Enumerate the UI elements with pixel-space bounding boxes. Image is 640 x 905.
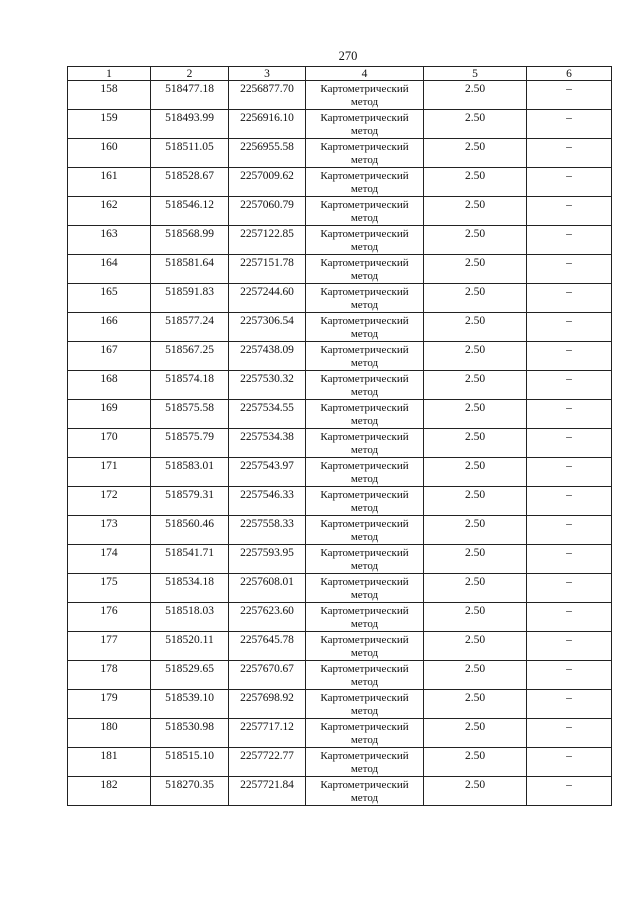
header-cell-6: 6: [527, 67, 612, 81]
point-number-cell: 163: [68, 226, 151, 255]
point-number-cell: 178: [68, 661, 151, 690]
table-row: [68, 371, 612, 400]
x-coordinate-cell: 518515.10: [151, 748, 229, 777]
accuracy-cell: 2.50: [424, 545, 527, 574]
note-cell: –: [527, 719, 612, 748]
note-cell: –: [527, 603, 612, 632]
x-coordinate-cell: 518581.64: [151, 255, 229, 284]
x-coordinate-cell: 518560.46: [151, 516, 229, 545]
y-coordinate-cell: 2257438.09: [229, 342, 306, 371]
accuracy-cell: 2.50: [424, 284, 527, 313]
accuracy-cell: 2.50: [424, 777, 527, 806]
note-cell: –: [527, 690, 612, 719]
table-row: [68, 81, 612, 110]
point-number-cell: 165: [68, 284, 151, 313]
x-coordinate-cell: 518493.99: [151, 110, 229, 139]
method-cell: Картометрический метод: [306, 255, 424, 284]
note-cell: –: [527, 661, 612, 690]
x-coordinate-cell: 518567.25: [151, 342, 229, 371]
method-cell: Картометрический метод: [306, 139, 424, 168]
note-cell: –: [527, 777, 612, 806]
y-coordinate-cell: 2257717.12: [229, 719, 306, 748]
table-row: [68, 574, 612, 603]
note-cell: –: [527, 197, 612, 226]
x-coordinate-cell: 518518.03: [151, 603, 229, 632]
accuracy-cell: 2.50: [424, 487, 527, 516]
note-cell: –: [527, 81, 612, 110]
point-number-cell: 168: [68, 371, 151, 400]
table-row: [68, 342, 612, 371]
method-cell: Картометрический метод: [306, 342, 424, 371]
y-coordinate-cell: 2257534.55: [229, 400, 306, 429]
table-row: [68, 748, 612, 777]
note-cell: –: [527, 110, 612, 139]
method-cell: Картометрический метод: [306, 81, 424, 110]
x-coordinate-cell: 518541.71: [151, 545, 229, 574]
point-number-cell: 179: [68, 690, 151, 719]
point-number-cell: 159: [68, 110, 151, 139]
method-cell: Картометрический метод: [306, 603, 424, 632]
method-cell: Картометрический метод: [306, 748, 424, 777]
y-coordinate-cell: 2257608.01: [229, 574, 306, 603]
point-number-cell: 174: [68, 545, 151, 574]
note-cell: –: [527, 429, 612, 458]
x-coordinate-cell: 518539.10: [151, 690, 229, 719]
note-cell: –: [527, 342, 612, 371]
accuracy-cell: 2.50: [424, 168, 527, 197]
note-cell: –: [527, 487, 612, 516]
method-cell: Картометрический метод: [306, 458, 424, 487]
point-number-cell: 180: [68, 719, 151, 748]
x-coordinate-cell: 518546.12: [151, 197, 229, 226]
note-cell: –: [527, 255, 612, 284]
method-cell: Картометрический метод: [306, 226, 424, 255]
accuracy-cell: 2.50: [424, 603, 527, 632]
note-cell: –: [527, 284, 612, 313]
method-cell: Картометрический метод: [306, 168, 424, 197]
point-number-cell: 162: [68, 197, 151, 226]
table-row: [68, 777, 612, 806]
y-coordinate-cell: 2257306.54: [229, 313, 306, 342]
point-number-cell: 175: [68, 574, 151, 603]
accuracy-cell: 2.50: [424, 313, 527, 342]
y-coordinate-cell: 2257623.60: [229, 603, 306, 632]
accuracy-cell: 2.50: [424, 632, 527, 661]
x-coordinate-cell: 518270.35: [151, 777, 229, 806]
y-coordinate-cell: 2257543.97: [229, 458, 306, 487]
point-number-cell: 182: [68, 777, 151, 806]
point-number-cell: 181: [68, 748, 151, 777]
table-row: [68, 110, 612, 139]
table-row: [68, 255, 612, 284]
x-coordinate-cell: 518520.11: [151, 632, 229, 661]
method-cell: Картометрический метод: [306, 777, 424, 806]
x-coordinate-cell: 518529.65: [151, 661, 229, 690]
table-row: [68, 139, 612, 168]
note-cell: –: [527, 371, 612, 400]
method-cell: Картометрический метод: [306, 632, 424, 661]
header-cell-1: 1: [68, 67, 151, 81]
point-number-cell: 171: [68, 458, 151, 487]
method-cell: Картометрический метод: [306, 690, 424, 719]
header-cell-5: 5: [424, 67, 527, 81]
coordinates-table: [67, 66, 612, 806]
y-coordinate-cell: 2257009.62: [229, 168, 306, 197]
method-cell: Картометрический метод: [306, 284, 424, 313]
accuracy-cell: 2.50: [424, 516, 527, 545]
x-coordinate-cell: 518591.83: [151, 284, 229, 313]
y-coordinate-cell: 2257722.77: [229, 748, 306, 777]
method-cell: Картометрический метод: [306, 313, 424, 342]
method-cell: Картометрический метод: [306, 516, 424, 545]
accuracy-cell: 2.50: [424, 371, 527, 400]
accuracy-cell: 2.50: [424, 458, 527, 487]
point-number-cell: 160: [68, 139, 151, 168]
accuracy-cell: 2.50: [424, 748, 527, 777]
note-cell: –: [527, 313, 612, 342]
table-row: [68, 545, 612, 574]
method-cell: Картометрический метод: [306, 197, 424, 226]
table-row: [68, 487, 612, 516]
table-row: [68, 226, 612, 255]
y-coordinate-cell: 2257534.38: [229, 429, 306, 458]
point-number-cell: 172: [68, 487, 151, 516]
x-coordinate-cell: 518511.05: [151, 139, 229, 168]
y-coordinate-cell: 2257546.33: [229, 487, 306, 516]
table-row: [68, 284, 612, 313]
header-cell-4: 4: [306, 67, 424, 81]
accuracy-cell: 2.50: [424, 226, 527, 255]
point-number-cell: 176: [68, 603, 151, 632]
y-coordinate-cell: 2257698.92: [229, 690, 306, 719]
point-number-cell: 170: [68, 429, 151, 458]
accuracy-cell: 2.50: [424, 661, 527, 690]
accuracy-cell: 2.50: [424, 139, 527, 168]
note-cell: –: [527, 400, 612, 429]
y-coordinate-cell: 2257151.78: [229, 255, 306, 284]
method-cell: Картометрический метод: [306, 719, 424, 748]
x-coordinate-cell: 518574.18: [151, 371, 229, 400]
y-coordinate-cell: 2257122.85: [229, 226, 306, 255]
point-number-cell: 173: [68, 516, 151, 545]
y-coordinate-cell: 2256955.58: [229, 139, 306, 168]
point-number-cell: 167: [68, 342, 151, 371]
note-cell: –: [527, 458, 612, 487]
y-coordinate-cell: 2257558.33: [229, 516, 306, 545]
note-cell: –: [527, 516, 612, 545]
y-coordinate-cell: 2256877.70: [229, 81, 306, 110]
y-coordinate-cell: 2257593.95: [229, 545, 306, 574]
accuracy-cell: 2.50: [424, 719, 527, 748]
accuracy-cell: 2.50: [424, 429, 527, 458]
point-number-cell: 166: [68, 313, 151, 342]
accuracy-cell: 2.50: [424, 197, 527, 226]
y-coordinate-cell: 2256916.10: [229, 110, 306, 139]
accuracy-cell: 2.50: [424, 81, 527, 110]
y-coordinate-cell: 2257721.84: [229, 777, 306, 806]
note-cell: –: [527, 545, 612, 574]
note-cell: –: [527, 748, 612, 777]
note-cell: –: [527, 632, 612, 661]
y-coordinate-cell: 2257645.78: [229, 632, 306, 661]
accuracy-cell: 2.50: [424, 574, 527, 603]
method-cell: Картометрический метод: [306, 661, 424, 690]
y-coordinate-cell: 2257530.32: [229, 371, 306, 400]
page-number: 270: [338, 49, 358, 63]
table-row: [68, 690, 612, 719]
table-row: [68, 719, 612, 748]
x-coordinate-cell: 518583.01: [151, 458, 229, 487]
table-row: [68, 429, 612, 458]
method-cell: Картометрический метод: [306, 545, 424, 574]
point-number-cell: 161: [68, 168, 151, 197]
x-coordinate-cell: 518577.24: [151, 313, 229, 342]
method-cell: Картометрический метод: [306, 574, 424, 603]
x-coordinate-cell: 518579.31: [151, 487, 229, 516]
point-number-cell: 158: [68, 81, 151, 110]
header-cell-3: 3: [229, 67, 306, 81]
point-number-cell: 164: [68, 255, 151, 284]
point-number-cell: 177: [68, 632, 151, 661]
accuracy-cell: 2.50: [424, 342, 527, 371]
table-row: [68, 603, 612, 632]
x-coordinate-cell: 518528.67: [151, 168, 229, 197]
table-row: [68, 313, 612, 342]
x-coordinate-cell: 518575.79: [151, 429, 229, 458]
x-coordinate-cell: 518530.98: [151, 719, 229, 748]
accuracy-cell: 2.50: [424, 255, 527, 284]
accuracy-cell: 2.50: [424, 110, 527, 139]
y-coordinate-cell: 2257244.60: [229, 284, 306, 313]
table-row: [68, 632, 612, 661]
y-coordinate-cell: 2257670.67: [229, 661, 306, 690]
accuracy-cell: 2.50: [424, 400, 527, 429]
accuracy-cell: 2.50: [424, 690, 527, 719]
x-coordinate-cell: 518477.18: [151, 81, 229, 110]
method-cell: Картометрический метод: [306, 487, 424, 516]
table-row: [68, 516, 612, 545]
note-cell: –: [527, 574, 612, 603]
method-cell: Картометрический метод: [306, 400, 424, 429]
table-row: [68, 661, 612, 690]
x-coordinate-cell: 518575.58: [151, 400, 229, 429]
table-row: [68, 168, 612, 197]
method-cell: Картометрический метод: [306, 371, 424, 400]
note-cell: –: [527, 226, 612, 255]
table-row: [68, 400, 612, 429]
note-cell: –: [527, 168, 612, 197]
x-coordinate-cell: 518568.99: [151, 226, 229, 255]
note-cell: –: [527, 139, 612, 168]
table-row: [68, 197, 612, 226]
table-header-row: [68, 67, 612, 81]
method-cell: Картометрический метод: [306, 429, 424, 458]
y-coordinate-cell: 2257060.79: [229, 197, 306, 226]
method-cell: Картометрический метод: [306, 110, 424, 139]
header-cell-2: 2: [151, 67, 229, 81]
x-coordinate-cell: 518534.18: [151, 574, 229, 603]
table-row: [68, 458, 612, 487]
point-number-cell: 169: [68, 400, 151, 429]
